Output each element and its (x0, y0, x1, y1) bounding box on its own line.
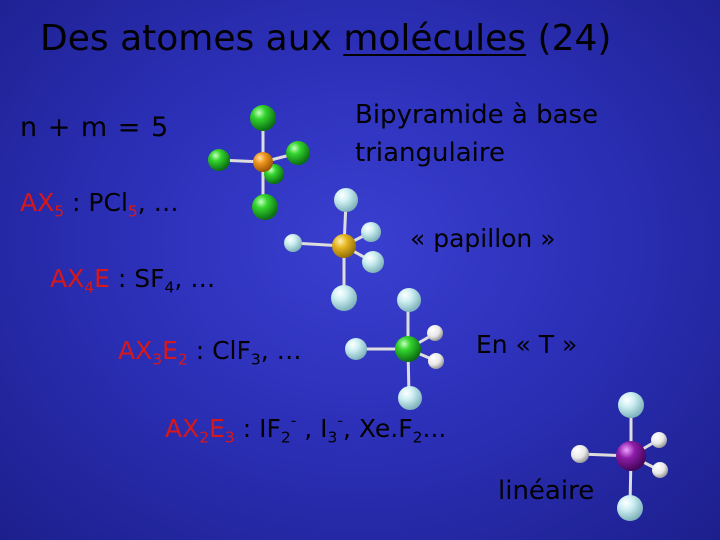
chlorine-atom (286, 141, 310, 165)
chlorine-atom (250, 105, 276, 131)
ax5-sub: 5 (127, 202, 138, 221)
ax2e3-rest: : IF (234, 414, 281, 443)
lone-pair (652, 462, 668, 478)
ax2e3-sub-i3: 3 (327, 428, 338, 447)
ax2e3-sub-if: 2 (280, 428, 291, 447)
chlorine-atom (208, 149, 230, 171)
chlorine-atom (252, 194, 278, 220)
ax2e3-n: 2 (199, 428, 210, 447)
title-suffix: (24) (526, 18, 612, 59)
fluorine-atom (331, 285, 357, 311)
lone-pair (361, 222, 381, 242)
title-underlined-word: molécules (343, 18, 527, 59)
ax5-n: 5 (54, 202, 65, 221)
lone-pair (428, 353, 444, 369)
ax2e3-e: E (209, 414, 225, 443)
lone-pair (427, 325, 443, 341)
ax3e2-e: E (162, 336, 178, 365)
pcl5-molecule (208, 105, 310, 220)
ax2e3-mid: , I (296, 414, 328, 443)
phosphorus-atom (253, 152, 273, 172)
label-bipyramid (355, 96, 598, 172)
ax2e3-mid2: , Xe.F (343, 414, 413, 443)
ax5-rest: : PCl (64, 188, 128, 217)
fluorine-atom (362, 251, 384, 273)
fluorine-atom (284, 234, 302, 252)
fluorine-atom (398, 386, 422, 410)
lone-pair (571, 445, 589, 463)
ax3e2-m: 2 (177, 350, 188, 369)
label-bipyramid-line2: triangulaire (355, 138, 505, 168)
sf4-molecule (284, 188, 384, 311)
fluorine-atom (397, 288, 421, 312)
formula-ax2e3 (165, 411, 447, 447)
ax2e3-ax: AX (165, 414, 200, 443)
ax4e-sub: 4 (164, 278, 175, 297)
formula-ax3e2 (118, 336, 302, 369)
ax4e-n: 4 (84, 278, 95, 297)
fluorine-atom (618, 392, 644, 418)
ax3e2-sub: 3 (250, 350, 261, 369)
fluorine-atom (345, 338, 367, 360)
ax5-tail: , … (137, 188, 179, 217)
ax3e2-n: 3 (152, 350, 163, 369)
ax2e3-tail: ... (422, 414, 447, 443)
title-prefix: Des atomes aux (40, 18, 344, 59)
lone-pair (651, 432, 667, 448)
ax2e3-m: 3 (224, 428, 235, 447)
xenon-atom (616, 441, 646, 471)
label-linear: linéaire (498, 476, 595, 506)
ax3e2-tail: , … (260, 336, 302, 365)
ax3e2-ax: AX (118, 336, 153, 365)
formula-ax5 (20, 188, 179, 221)
ax2e3-charge-if: - (290, 411, 297, 430)
ax3e2-rest: : ClF (187, 336, 251, 365)
fluorine-atom (334, 188, 358, 212)
ax4e-ax: AX (50, 264, 85, 293)
clf3-molecule (345, 288, 444, 410)
formula-ax4e (50, 264, 216, 297)
ax2e3-sub-xef2: 2 (412, 428, 423, 447)
ax4e-tail: , … (174, 264, 216, 293)
slide-title (40, 18, 611, 59)
nm-rule: n + m = 5 (20, 112, 170, 143)
fluorine-atom (617, 495, 643, 521)
label-t-shape: En « T » (476, 330, 578, 359)
label-bipyramid-line1: Bipyramide à base (355, 100, 599, 130)
sulfur-atom (332, 234, 356, 258)
label-seesaw: « papillon » (410, 224, 556, 253)
ax4e-rest: : SF (109, 264, 165, 293)
chlorine-atom (395, 336, 421, 362)
ax2e3-charge-i3: - (337, 411, 344, 430)
ax4e-e: E (94, 264, 110, 293)
ax5-ax: AX (20, 188, 55, 217)
